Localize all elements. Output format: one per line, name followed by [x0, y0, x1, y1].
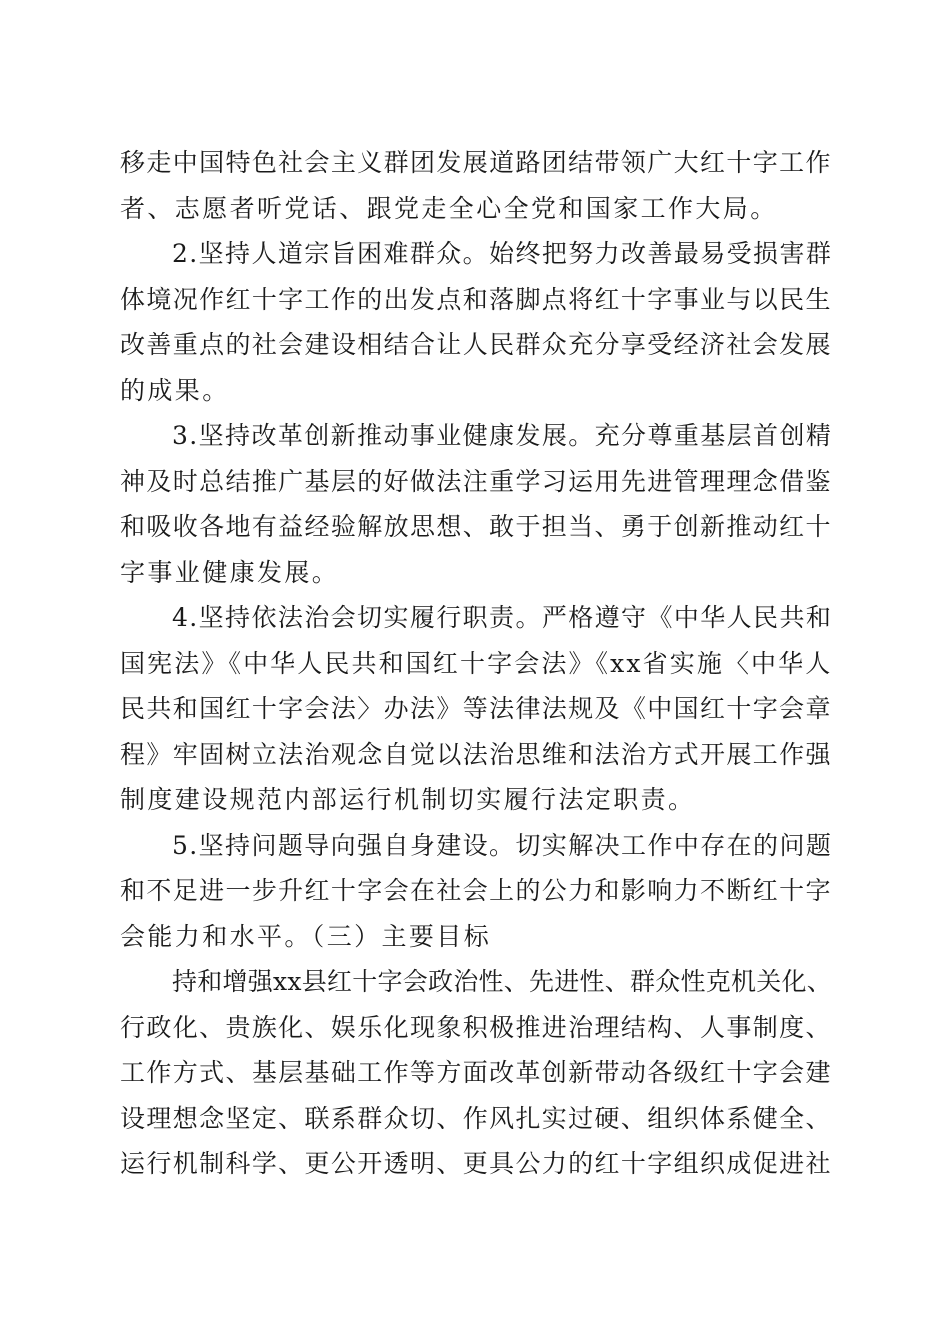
text-line: 4.坚持依法治会切实履行职责。严格遵守《中华人民共和 — [172, 603, 833, 632]
text-line: 体境况作红十字工作的出发点和落脚点将红十字事业与以民生 — [120, 284, 832, 314]
text-line: 国宪法》《中华人民共和国红十字会法》《xx省实施〈中华人 — [120, 648, 833, 678]
text-line: 的成果。 — [120, 375, 230, 405]
text-line: 民共和国红十字会法〉办法》等法律法规及《中国红十字会章 — [120, 694, 832, 723]
text-line: 改善重点的社会建设相结合让人民群众充分享受经济社会发展 — [120, 330, 832, 359]
text-line: 工作方式、基层基础工作等方面改革创新带动各级红十字会建 — [120, 1058, 832, 1087]
text-line: 移走中国特色社会主义群团发展道路团结带领广大红十字工作 — [120, 148, 832, 177]
text-line: 和不足进一步升红十字会在社会上的公力和影响力不断红十字 — [120, 876, 832, 905]
text-line: 2.坚持人道宗旨困难群众。始终把努力改善最易受损害群 — [172, 239, 833, 268]
text-line: 和吸收各地有益经验解放思想、敢于担当、勇于创新推动红十 — [120, 512, 832, 541]
text-line: 3.坚持改革创新推动事业健康发展。充分尊重基层首创精 — [172, 421, 833, 450]
text-line: 5.坚持问题导向强自身建设。切实解决工作中存在的问题 — [172, 830, 833, 860]
text-line: 行政化、贵族化、娱乐化现象积极推进治理结构、人事制度、 — [120, 1012, 832, 1042]
text-line: 制度建设规范内部运行机制切实履行法定职责。 — [120, 785, 696, 814]
text-line: 者、志愿者听党话、跟党走全心全党和国家工作大局。 — [120, 193, 778, 223]
text-line: 运行机制科学、更公开透明、更具公力的红十字组织成促进社 — [120, 1149, 832, 1178]
text-line: 持和增强xx县红十字会政治性、先进性、群众性克机关化、 — [172, 967, 833, 996]
body-text — [120, 140, 832, 1187]
text-line: 神及时总结推广基层的好做法注重学习运用先进管理理念借鉴 — [120, 466, 832, 496]
text-line: 程》牢固树立法治观念自觉以法治思维和法治方式开展工作强 — [120, 739, 832, 769]
text-line: 设理想念坚定、联系群众切、作风扎实过硬、组织体系健全、 — [120, 1103, 832, 1133]
text-line: 字事业健康发展。 — [120, 557, 340, 587]
text-line: 会能力和水平。（三）主要目标 — [120, 921, 492, 951]
